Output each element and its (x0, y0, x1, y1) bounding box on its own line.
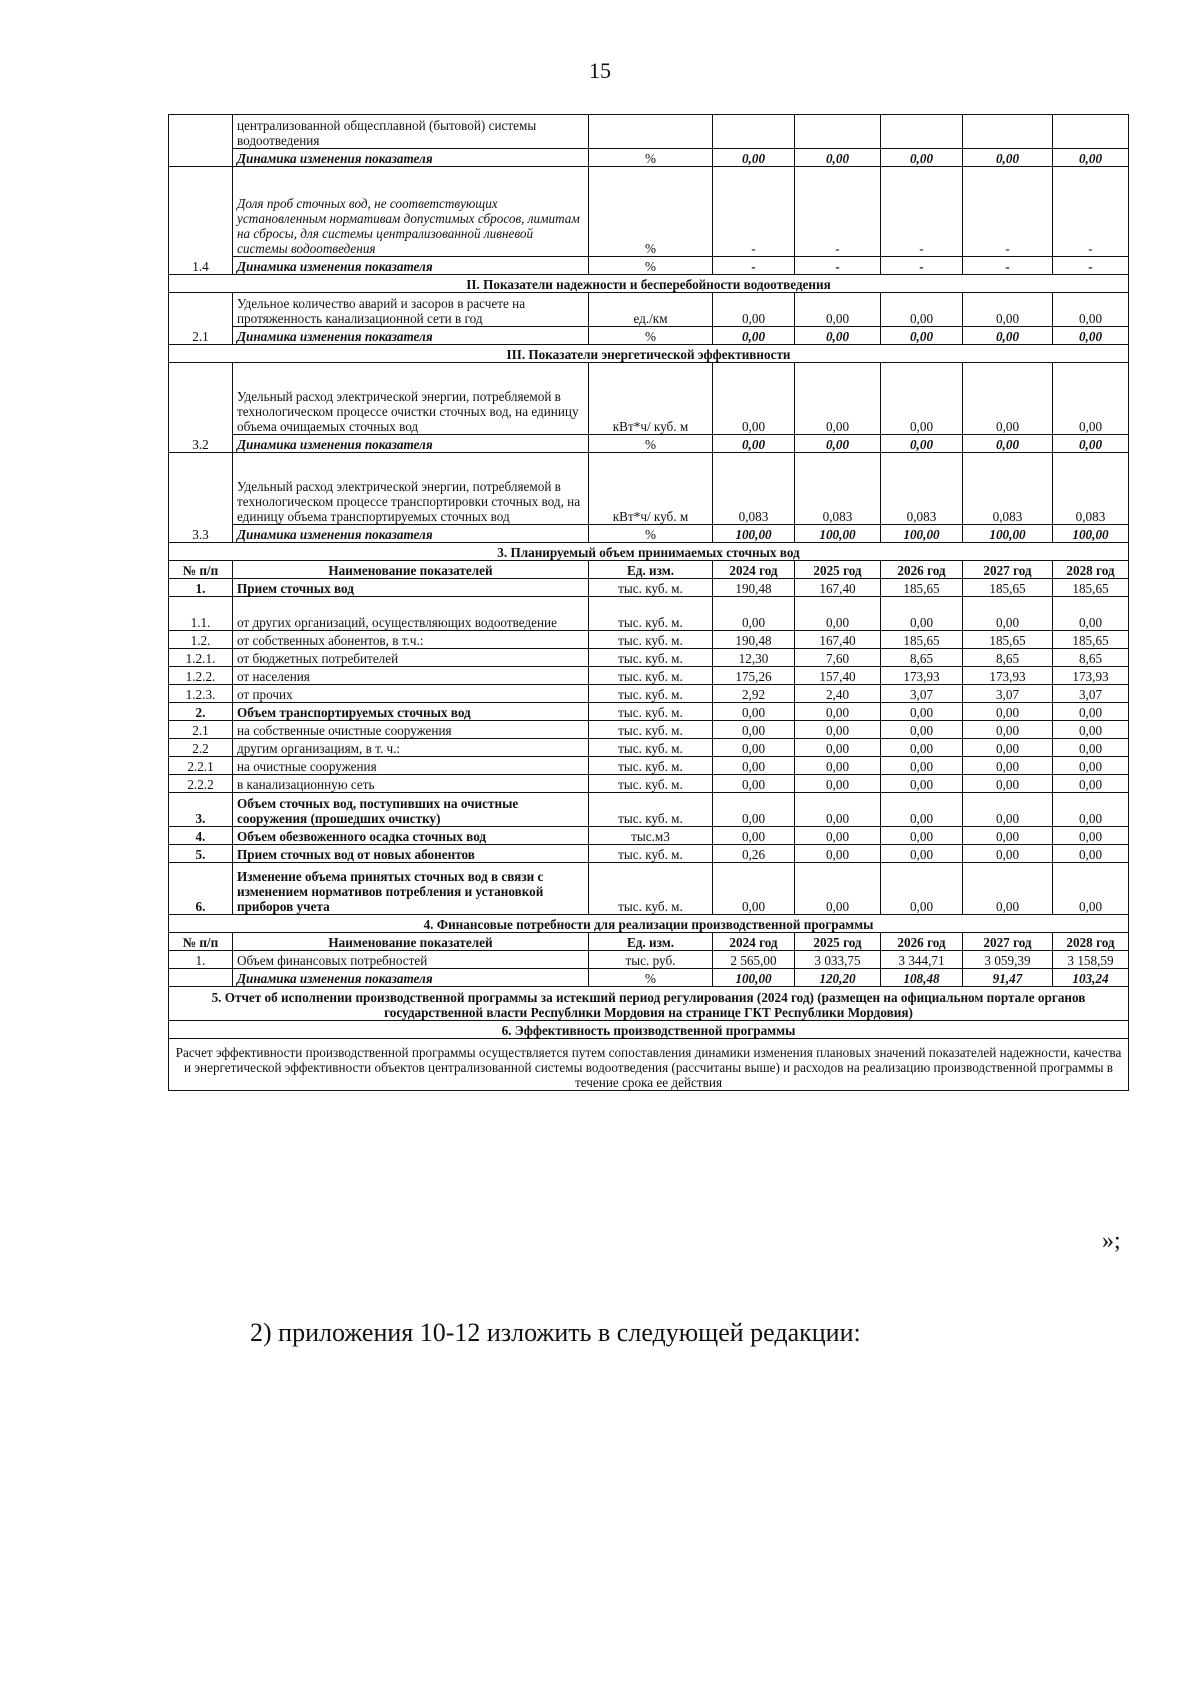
value: 3 033,75 (795, 951, 881, 969)
value: 0,00 (795, 863, 881, 915)
volume-rows (169, 579, 1129, 915)
section-title: II. Показатели надежности и бесперебойности водоотведения (169, 275, 1129, 293)
value: 0,00 (881, 327, 963, 345)
section-header (169, 1021, 1129, 1039)
dynamics-row (169, 327, 1129, 345)
value: 0,00 (963, 363, 1053, 435)
unit: тыс. куб. м. (589, 739, 713, 757)
indicator-name: на очистные сооружения (233, 757, 589, 775)
dynamics-row (169, 149, 1129, 167)
column-header: Ед. изм. (589, 933, 713, 951)
value: 0,00 (881, 363, 963, 435)
table-row (169, 775, 1129, 793)
indicator-name: в канализационную сеть (233, 775, 589, 793)
row-number: 1.2.2. (169, 667, 233, 685)
value: 0,00 (881, 703, 963, 721)
unit: % (589, 257, 713, 275)
value: - (1053, 257, 1129, 275)
unit: ед./км (589, 293, 713, 327)
value: 0,083 (881, 453, 963, 525)
value: 100,00 (963, 525, 1053, 543)
unit: тыс. куб. м. (589, 703, 713, 721)
value: 0,00 (1053, 435, 1129, 453)
value: - (963, 257, 1053, 275)
value: 7,60 (795, 649, 881, 667)
value: 0,00 (1053, 827, 1129, 845)
column-header: Ед. изм. (589, 561, 713, 579)
unit: тыс. куб. м. (589, 667, 713, 685)
value: 0,00 (1053, 293, 1129, 327)
value: 12,30 (713, 649, 795, 667)
unit: тыс. куб. м. (589, 685, 713, 703)
unit: тыс. куб. м. (589, 845, 713, 863)
value: 185,65 (881, 579, 963, 597)
value: 185,65 (963, 579, 1053, 597)
column-header: Наименование показателей (233, 561, 589, 579)
row-number: 1.2.1. (169, 649, 233, 667)
value: 91,47 (963, 969, 1053, 987)
value: 0,00 (795, 293, 881, 327)
unit: тыс. куб. м. (589, 649, 713, 667)
value: - (881, 257, 963, 275)
efficiency-text: Расчет эффективности производственной программы осуществляется путем сопоставления динамики изменения плановых значений показателей надежности, качества и энергетической эффективности объектов централизованной системы водоотведения (рассчитаны выше) и расходов на реализацию производственной программы в течение срока ее действия (169, 1039, 1129, 1091)
value: 0,00 (713, 435, 795, 453)
value: 0,00 (1053, 363, 1129, 435)
value: 0,00 (881, 757, 963, 775)
value: 0,00 (713, 757, 795, 775)
table-row (169, 649, 1129, 667)
value: 0,00 (1053, 597, 1129, 631)
unit: % (589, 149, 713, 167)
section-header (169, 915, 1129, 933)
value: 0,00 (795, 739, 881, 757)
value: 0,00 (713, 363, 795, 435)
table-row (169, 739, 1129, 757)
value: 175,26 (713, 667, 795, 685)
unit: тыс.м3 (589, 827, 713, 845)
column-header: 2027 год (963, 561, 1053, 579)
column-header: 2025 год (795, 933, 881, 951)
indicator-name: Прием сточных вод (233, 579, 589, 597)
section-header (169, 543, 1129, 561)
table-row (169, 363, 1129, 435)
dynamics-row (169, 525, 1129, 543)
row-number: 5. (169, 845, 233, 863)
value: 0,00 (963, 597, 1053, 631)
value: 0,00 (881, 793, 963, 827)
value: 0,00 (881, 775, 963, 793)
value: 0,00 (713, 775, 795, 793)
value: 190,48 (713, 631, 795, 649)
value: - (713, 257, 795, 275)
value: 103,24 (1053, 969, 1129, 987)
value: 108,48 (881, 969, 963, 987)
indicator-name: на собственные очистные сооружения (233, 721, 589, 739)
row-number: 3.2 (169, 363, 233, 453)
value: 0,00 (795, 721, 881, 739)
indicator-name: от других организаций, осуществляющих водоотведение (233, 597, 589, 631)
table-row (169, 115, 1129, 149)
value: 0,00 (713, 703, 795, 721)
unit: % (589, 327, 713, 345)
unit: кВт*ч/ куб. м (589, 363, 713, 435)
value: 0,00 (795, 757, 881, 775)
value: 0,00 (1053, 863, 1129, 915)
value: 0,00 (881, 293, 963, 327)
indicator-name: от прочих (233, 685, 589, 703)
table-row (169, 757, 1129, 775)
row-number: 1.4 (169, 167, 233, 275)
unit: тыс. куб. м. (589, 793, 713, 827)
value: 0,00 (963, 149, 1053, 167)
dynamics-row (169, 257, 1129, 275)
value: 0,00 (963, 793, 1053, 827)
value: 0,00 (1053, 739, 1129, 757)
indicator-name: Удельный расход электрической энергии, потребляемой в технологическом процессе очистки сточных вод, на единицу объема очищаемых сточных вод (233, 363, 589, 435)
value: 0,00 (1053, 327, 1129, 345)
production-program-table (168, 114, 1129, 1091)
indicator-name: Объем обезвоженного осадка сточных вод (233, 827, 589, 845)
value: 8,65 (1053, 649, 1129, 667)
value: 0,00 (713, 293, 795, 327)
value: 2 565,00 (713, 951, 795, 969)
value: 0,00 (795, 827, 881, 845)
value: 0,083 (713, 453, 795, 525)
value: 0,00 (795, 597, 881, 631)
value: 0,00 (1053, 703, 1129, 721)
unit: тыс. руб. (589, 951, 713, 969)
dynamics-row (169, 969, 1129, 987)
column-header: 2028 год (1053, 561, 1129, 579)
unit: % (589, 435, 713, 453)
table-row (169, 597, 1129, 631)
row-number: 2.1 (169, 721, 233, 739)
value: 157,40 (795, 667, 881, 685)
unit: % (589, 525, 713, 543)
value: 0,00 (963, 863, 1053, 915)
value: 0,00 (881, 845, 963, 863)
unit: % (589, 969, 713, 987)
column-header: 2026 год (881, 561, 963, 579)
value: 3 059,39 (963, 951, 1053, 969)
indicator-name: от населения (233, 667, 589, 685)
section-title: 6. Эффективность производственной программы (169, 1021, 1129, 1039)
table-row (169, 793, 1129, 827)
dynamics-label: Динамика изменения показателя (233, 435, 589, 453)
value: 3 158,59 (1053, 951, 1129, 969)
dynamics-label: Динамика изменения показателя (233, 327, 589, 345)
dynamics-label: Динамика изменения показателя (233, 257, 589, 275)
value: 100,00 (881, 525, 963, 543)
section-header (169, 275, 1129, 293)
value: 0,00 (881, 435, 963, 453)
value: 0,00 (963, 703, 1053, 721)
value: 100,00 (1053, 525, 1129, 543)
value: 0,00 (963, 845, 1053, 863)
row-number: 1.2.3. (169, 685, 233, 703)
value: 0,00 (795, 363, 881, 435)
value: 185,65 (1053, 579, 1129, 597)
value: 0,00 (713, 863, 795, 915)
value: 0,00 (881, 739, 963, 757)
row-number: 2.2.1 (169, 757, 233, 775)
unit: тыс. куб. м. (589, 597, 713, 631)
value: 0,083 (963, 453, 1053, 525)
value: - (1053, 167, 1129, 257)
value: - (963, 167, 1053, 257)
value: 0,26 (713, 845, 795, 863)
table-row (169, 951, 1129, 969)
row-number: 1. (169, 579, 233, 597)
table-row (169, 667, 1129, 685)
value: 173,93 (963, 667, 1053, 685)
indicator-name: Объем финансовых потребностей (233, 951, 589, 969)
row-number: 2.2 (169, 739, 233, 757)
value: 0,00 (713, 739, 795, 757)
value: 167,40 (795, 579, 881, 597)
table-row (169, 167, 1129, 257)
value: 0,00 (795, 775, 881, 793)
value: 0,00 (713, 721, 795, 739)
value: 0,00 (1053, 845, 1129, 863)
value: 0,00 (881, 597, 963, 631)
indicator-name: Изменение объема принятых сточных вод в связи с изменением нормативов потребления и установкой приборов учета (233, 863, 589, 915)
value: 100,00 (713, 525, 795, 543)
value: 0,00 (1053, 757, 1129, 775)
row-number: 2.2.2 (169, 775, 233, 793)
value: 3 344,71 (881, 951, 963, 969)
value: 0,00 (795, 149, 881, 167)
unit: тыс. куб. м. (589, 721, 713, 739)
indicator-name: от собственных абонентов, в т.ч.: (233, 631, 589, 649)
row-number: 4. (169, 827, 233, 845)
value: 0,00 (795, 327, 881, 345)
page-number: 15 (589, 58, 611, 83)
value: 120,20 (795, 969, 881, 987)
row-number: 1.2. (169, 631, 233, 649)
value: 185,65 (881, 631, 963, 649)
value: 8,65 (881, 649, 963, 667)
dynamics-row (169, 435, 1129, 453)
value: - (795, 257, 881, 275)
indicator-name: централизованной общесплавной (бытовой) системы водоотведения (233, 115, 589, 149)
value: 0,083 (795, 453, 881, 525)
column-header: 2026 год (881, 933, 963, 951)
table-row (169, 827, 1129, 845)
value: - (713, 167, 795, 257)
amendment-text: 2) приложения 10-12 изложить в следующей редакции: (250, 1318, 861, 1347)
value: 0,00 (881, 827, 963, 845)
unit: тыс. куб. м. (589, 775, 713, 793)
unit: тыс. куб. м. (589, 579, 713, 597)
table-row (169, 863, 1129, 915)
value: 0,00 (963, 721, 1053, 739)
value: - (881, 167, 963, 257)
section-title: 4. Финансовые потребности для реализации производственной программы (169, 915, 1129, 933)
row-number: 1.1. (169, 597, 233, 631)
value: 0,00 (1053, 793, 1129, 827)
indicator-name: Удельный расход электрической энергии, потребляемой в технологическом процессе транспортировки сточных вод, на единицу объема транспортируемых сточных вод (233, 453, 589, 525)
indicator-name: другим организациям, в т. ч.: (233, 739, 589, 757)
table-row (169, 631, 1129, 649)
row-number: 1. (169, 951, 233, 969)
closing-quote-mark: »; (1102, 1228, 1121, 1254)
value: 2,92 (713, 685, 795, 703)
indicator-name: Прием сточных вод от новых абонентов (233, 845, 589, 863)
value: 0,00 (795, 435, 881, 453)
value: 0,00 (963, 293, 1053, 327)
value: 185,65 (1053, 631, 1129, 649)
table-row (169, 453, 1129, 525)
column-header: 2024 год (713, 561, 795, 579)
column-header: Наименование показателей (233, 933, 589, 951)
value: 0,00 (963, 739, 1053, 757)
indicator-name: Объем транспортируемых сточных вод (233, 703, 589, 721)
value: 173,93 (1053, 667, 1129, 685)
value: 0,00 (713, 149, 795, 167)
section-title: 3. Планируемый объем принимаемых сточных вод (169, 543, 1129, 561)
value: 0,00 (795, 793, 881, 827)
value: 0,00 (713, 827, 795, 845)
value: 0,00 (963, 827, 1053, 845)
value: 173,93 (881, 667, 963, 685)
value: 0,00 (881, 863, 963, 915)
table-row (169, 579, 1129, 597)
column-header: 2024 год (713, 933, 795, 951)
table-row (169, 845, 1129, 863)
row-number: 6. (169, 863, 233, 915)
indicator-name: Удельное количество аварий и засоров в расчете на протяженность канализационной сети в год (233, 293, 589, 327)
column-header: 2028 год (1053, 933, 1129, 951)
table-row (169, 293, 1129, 327)
table-row (169, 721, 1129, 739)
value: 0,00 (881, 149, 963, 167)
value: 185,65 (963, 631, 1053, 649)
column-header: № п/п (169, 933, 233, 951)
value: 0,00 (963, 775, 1053, 793)
unit: тыс. куб. м. (589, 631, 713, 649)
row-number: 3. (169, 793, 233, 827)
column-header-row (169, 561, 1129, 579)
section-title: III. Показатели энергетической эффективности (169, 345, 1129, 363)
section-header (169, 987, 1129, 1021)
value: 0,00 (713, 597, 795, 631)
value: 0,083 (1053, 453, 1129, 525)
value: 0,00 (795, 845, 881, 863)
section-header (169, 345, 1129, 363)
column-header: 2027 год (963, 933, 1053, 951)
value: 3,07 (881, 685, 963, 703)
value: 0,00 (1053, 149, 1129, 167)
row-number: 3.3 (169, 453, 233, 543)
unit: тыс. куб. м. (589, 757, 713, 775)
value: 2,40 (795, 685, 881, 703)
indicator-name: Объем сточных вод, поступивших на очистные сооружения (прошедших очистку) (233, 793, 589, 827)
column-header: 2025 год (795, 561, 881, 579)
value: 0,00 (1053, 721, 1129, 739)
dynamics-label: Динамика изменения показателя (233, 525, 589, 543)
indicator-name: от бюджетных потребителей (233, 649, 589, 667)
value: 8,65 (963, 649, 1053, 667)
column-header: № п/п (169, 561, 233, 579)
value: 167,40 (795, 631, 881, 649)
value: 3,07 (963, 685, 1053, 703)
value: 0,00 (1053, 775, 1129, 793)
column-header-row (169, 933, 1129, 951)
value: 0,00 (963, 757, 1053, 775)
value: 100,00 (795, 525, 881, 543)
row-number: 2.1 (169, 293, 233, 345)
value: 0,00 (963, 327, 1053, 345)
value: 0,00 (713, 793, 795, 827)
value: 100,00 (713, 969, 795, 987)
unit: тыс. куб. м. (589, 863, 713, 915)
unit: кВт*ч/ куб. м (589, 453, 713, 525)
value: 0,00 (963, 435, 1053, 453)
report-title: 5. Отчет об исполнении производственной программы за истекший период регулирования (2024 год) (размещен на официальном портале органов государственной власти Республики Мордовия на странице ГКТ Республики Мордовия) (169, 987, 1129, 1021)
unit: % (589, 167, 713, 257)
dynamics-label: Динамика изменения показателя (233, 149, 589, 167)
table-row (169, 703, 1129, 721)
value: 190,48 (713, 579, 795, 597)
value: 0,00 (795, 703, 881, 721)
indicator-name: Доля проб сточных вод, не соответствующих установленным нормативам допустимых сбросов, лимитам на сбросы, для системы централизованной ливневой системы водоотведения (233, 167, 589, 257)
value: 0,00 (881, 721, 963, 739)
table-row (169, 1039, 1129, 1091)
row-number: 2. (169, 703, 233, 721)
table-row (169, 685, 1129, 703)
value: 0,00 (713, 327, 795, 345)
dynamics-label: Динамика изменения показателя (233, 969, 589, 987)
value: 3,07 (1053, 685, 1129, 703)
value: - (795, 167, 881, 257)
